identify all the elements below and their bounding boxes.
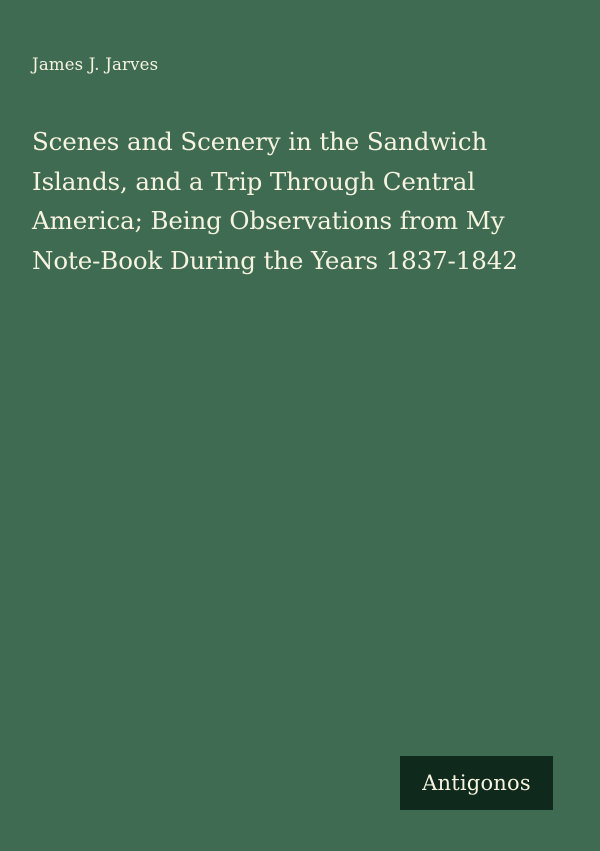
title-line-1: Scenes and Scenery in the Sandwich	[32, 127, 488, 156]
author-name: James J. Jarves	[32, 55, 159, 74]
publisher-label: Antigonos	[400, 756, 553, 810]
title-line-2: Islands, and a Trip Through Central	[32, 166, 476, 196]
title-line-4: Note-Book During the Years 1837-1842	[32, 245, 518, 275]
title-line-3: America; Being Observations from My	[32, 206, 505, 235]
book-title	[32, 122, 572, 280]
